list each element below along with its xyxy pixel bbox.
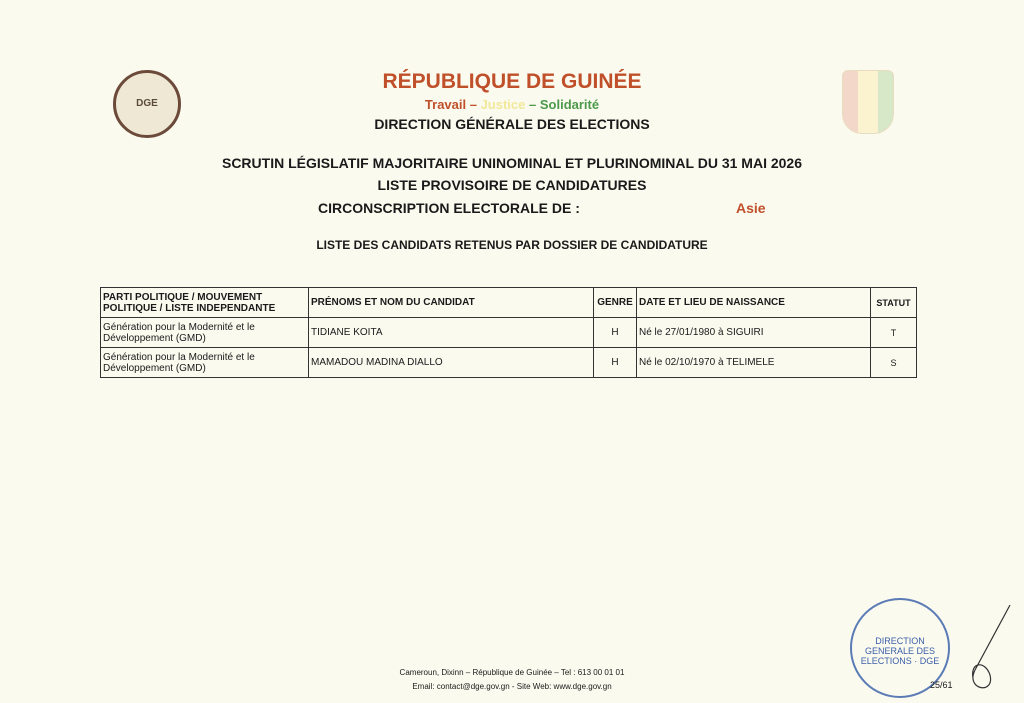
cell-statut: T	[871, 318, 917, 348]
cell-genre: H	[594, 318, 637, 348]
header-genre: GENRE	[594, 288, 637, 318]
cell-party: Génération pour la Modernité et le Développement (GMD)	[101, 348, 309, 378]
motto-justice: Justice	[480, 97, 526, 112]
circonscription-label: CIRCONSCRIPTION ELECTORALE DE :	[318, 200, 580, 216]
table-row	[101, 348, 917, 378]
header-name: PRÉNOMS ET NOM DU CANDIDAT	[309, 288, 594, 318]
scrutin-title: SCRUTIN LÉGISLATIF MAJORITAIRE UNINOMINAL ET PLURINOMINAL DU 31 MAI 2026	[221, 155, 802, 171]
header-statut: STATUT	[871, 288, 917, 318]
footer-contact: Email: contact@dge.gov.gn - Site Web: www.dge.gov.gn	[412, 682, 612, 691]
cell-party: Génération pour la Modernité et le Développement (GMD)	[101, 318, 309, 348]
list-title: LISTE PROVISOIRE DE CANDIDATURES	[377, 177, 647, 193]
motto-solidarite: – Solidarité	[529, 97, 600, 112]
cell-statut: S	[871, 348, 917, 378]
country-title: RÉPUBLIQUE DE GUINÉE	[382, 70, 642, 93]
cell-genre: H	[594, 348, 637, 378]
footer-address: Cameroun, Dixinn – République de Guinée – Tel : 613 00 01 01	[399, 668, 625, 677]
cell-birth: Né le 02/10/1970 à TELIMELE	[637, 348, 871, 378]
signature	[955, 600, 1015, 695]
motto-travail: Travail –	[424, 97, 477, 112]
motto	[0, 97, 1024, 112]
table-row	[101, 318, 917, 348]
institution-name: DIRECTION GÉNÉRALE DES ELECTIONS	[374, 116, 650, 132]
header-party: PARTI POLITIQUE / MOUVEMENT POLITIQUE / LISTE INDEPENDANTE	[101, 288, 309, 318]
circonscription-value: Asie	[736, 200, 766, 216]
cell-name: MAMADOU MADINA DIALLO	[309, 348, 594, 378]
stamp-text: DIRECTION GENERALE DES ELECTIONS · DGE	[860, 636, 940, 666]
page-number: 25/61	[930, 680, 953, 690]
candidates-table	[100, 287, 917, 378]
logo-text: DGE	[136, 98, 158, 109]
header-birth: DATE ET LIEU DE NAISSANCE	[637, 288, 871, 318]
table-header	[101, 288, 917, 318]
subtitle: LISTE DES CANDIDATS RETENUS PAR DOSSIER DE CANDIDATURE	[316, 238, 708, 252]
cell-name: TIDIANE KOITA	[309, 318, 594, 348]
cell-birth: Né le 27/01/1980 à SIGUIRI	[637, 318, 871, 348]
